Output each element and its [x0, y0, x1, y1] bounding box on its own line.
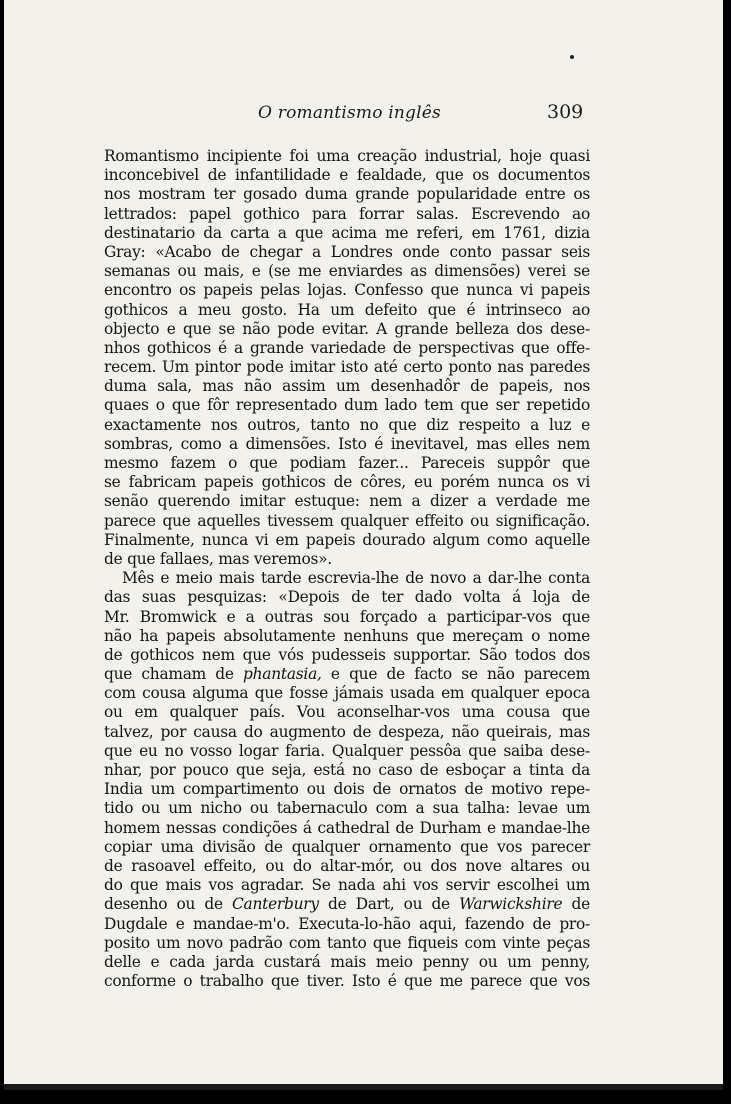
body-text — [104, 147, 590, 991]
text-line: nhar, por pouco que seja, está no caso de esboçar a tinta da — [104, 761, 590, 779]
text-line: exactamente nos outros, tanto no que diz respeito a luz e — [104, 415, 590, 434]
text-line: duma sala, mas não assim um desenhadôr de papeis, nos — [104, 377, 590, 396]
text-line: copiar uma divisão de qualquer ornamento que vos parecer — [104, 837, 590, 856]
text-line: mesmo fazem o que podiam fazer... Pareceis suppôr que — [104, 454, 590, 472]
book-page — [4, 0, 723, 1090]
text-line: das suas pesquizas: «Depois de ter dado volta á loja de — [104, 588, 590, 607]
text-line: homem nessas condições á cathedral de Durham e mandae-lhe — [104, 818, 590, 837]
italic-term: phantasia, — [243, 665, 322, 684]
text-line: que eu no vosso logar faria. Qualquer pessôa que saiba dese- — [104, 741, 590, 760]
text-line: lettrados: papel gothico para forrar salas. Escrevendo ao — [104, 204, 590, 223]
text-line: de rasoavel effeito, ou do altar-mór, ou dos nove altares ou — [104, 856, 590, 875]
text-line: senão querendo imitar estuque: nem a dizer a verdade me — [104, 492, 590, 511]
text-line: inconcebivel de infantilidade e fealdade, que os documentos — [104, 166, 590, 185]
running-title: O romantismo inglês — [258, 103, 441, 123]
text-line: Finalmente, nunca vi em papeis dourado algum como aquelle — [104, 530, 590, 549]
text-line: Romantismo incipiente foi uma creação industrial, hoje quasi — [104, 147, 590, 165]
text-line: delle e cada jarda custará mais meio penny ou um penny, — [104, 952, 590, 971]
text-line: desenho ou de Canterbury de Dart, ou de Warwickshire de — [104, 895, 591, 914]
text-line: talvez, por causa do augmento de despeza, não queirais, mas — [104, 722, 590, 741]
text-line: ou em qualquer país. Vou aconselhar-vos uma cousa que — [104, 703, 590, 722]
text-line: tido ou um nicho ou tabernaculo com a sua talha: levae um — [104, 799, 590, 818]
text-line: conforme o trabalho que tiver. Isto é que me parece que vos — [104, 972, 590, 991]
text-line: com cousa alguma que fosse jámais usada em qualquer epoca — [104, 684, 590, 703]
text-line: Mês e meio mais tarde escrevia-lhe de novo a dar-lhe conta — [122, 569, 590, 588]
text-line: semanas ou mais, e (se me enviardes as dimensões) verei se — [104, 262, 590, 281]
page-number: 309 — [547, 101, 584, 123]
text-line: India um compartimento ou dois de ornatos de motivo repe- — [104, 780, 590, 799]
text-line: destinatario da carta a que acima me referi, em 1761, dizia — [104, 223, 590, 242]
text-line: recem. Um pintor pode imitar isto até certo ponto nas paredes — [104, 358, 590, 377]
text-line: quaes o que fôr representado dum lado tem que ser repetido — [104, 396, 590, 415]
text-line: Mr. Bromwick e a outras sou forçado a participar-vos que — [104, 607, 590, 626]
text-line: não ha papeis absolutamente nenhuns que mereçam o nome — [104, 626, 590, 645]
ink-speck — [570, 55, 574, 59]
text-line: parece que aquelles tivessem qualquer effeito ou significação. — [104, 511, 590, 530]
text-line: sombras, como a dimensões. Isto é inevitavel, mas elles nem — [104, 434, 590, 453]
text-line: se fabricam papeis gothicos de côres, eu porém nunca os vi — [104, 473, 590, 492]
italic-term: Canterbury — [232, 895, 319, 914]
text-line: Gray: «Acabo de chegar a Londres onde conto passar seis — [104, 242, 590, 261]
text-line: encontro os papeis pelas lojas. Confesso que nunca vi papeis — [104, 281, 590, 300]
italic-term: Warwickshire — [459, 895, 563, 914]
text-line: nos mostram ter gosado duma grande popularidade entre os — [104, 185, 590, 204]
text-line: do que mais vos agradar. Se nada ahi vos servir escolhei um — [104, 876, 590, 895]
page-header — [4, 103, 723, 131]
text-line: posito um novo padrão com tanto que fiqueis com vinte peças — [104, 933, 590, 952]
text-line: que chamam de phantasia, e que de facto se não parecem — [104, 665, 590, 684]
text-line: de que fallaes, mas veremos». — [104, 549, 332, 568]
text-line: gothicos a meu gosto. Ha um defeito que é intrinseco ao — [104, 300, 590, 319]
text-line: Dugdale e mandae-m'o. Executa-lo-hão aqui, fazendo de pro- — [104, 914, 590, 933]
text-line: de gothicos nem que vós pudesseis supportar. São todos dos — [104, 645, 590, 664]
text-line: objecto e que se não pode evitar. A grande belleza dos dese- — [104, 319, 590, 338]
text-line: nhos gothicos é a grande variedade de perspectivas que offe- — [104, 338, 590, 357]
